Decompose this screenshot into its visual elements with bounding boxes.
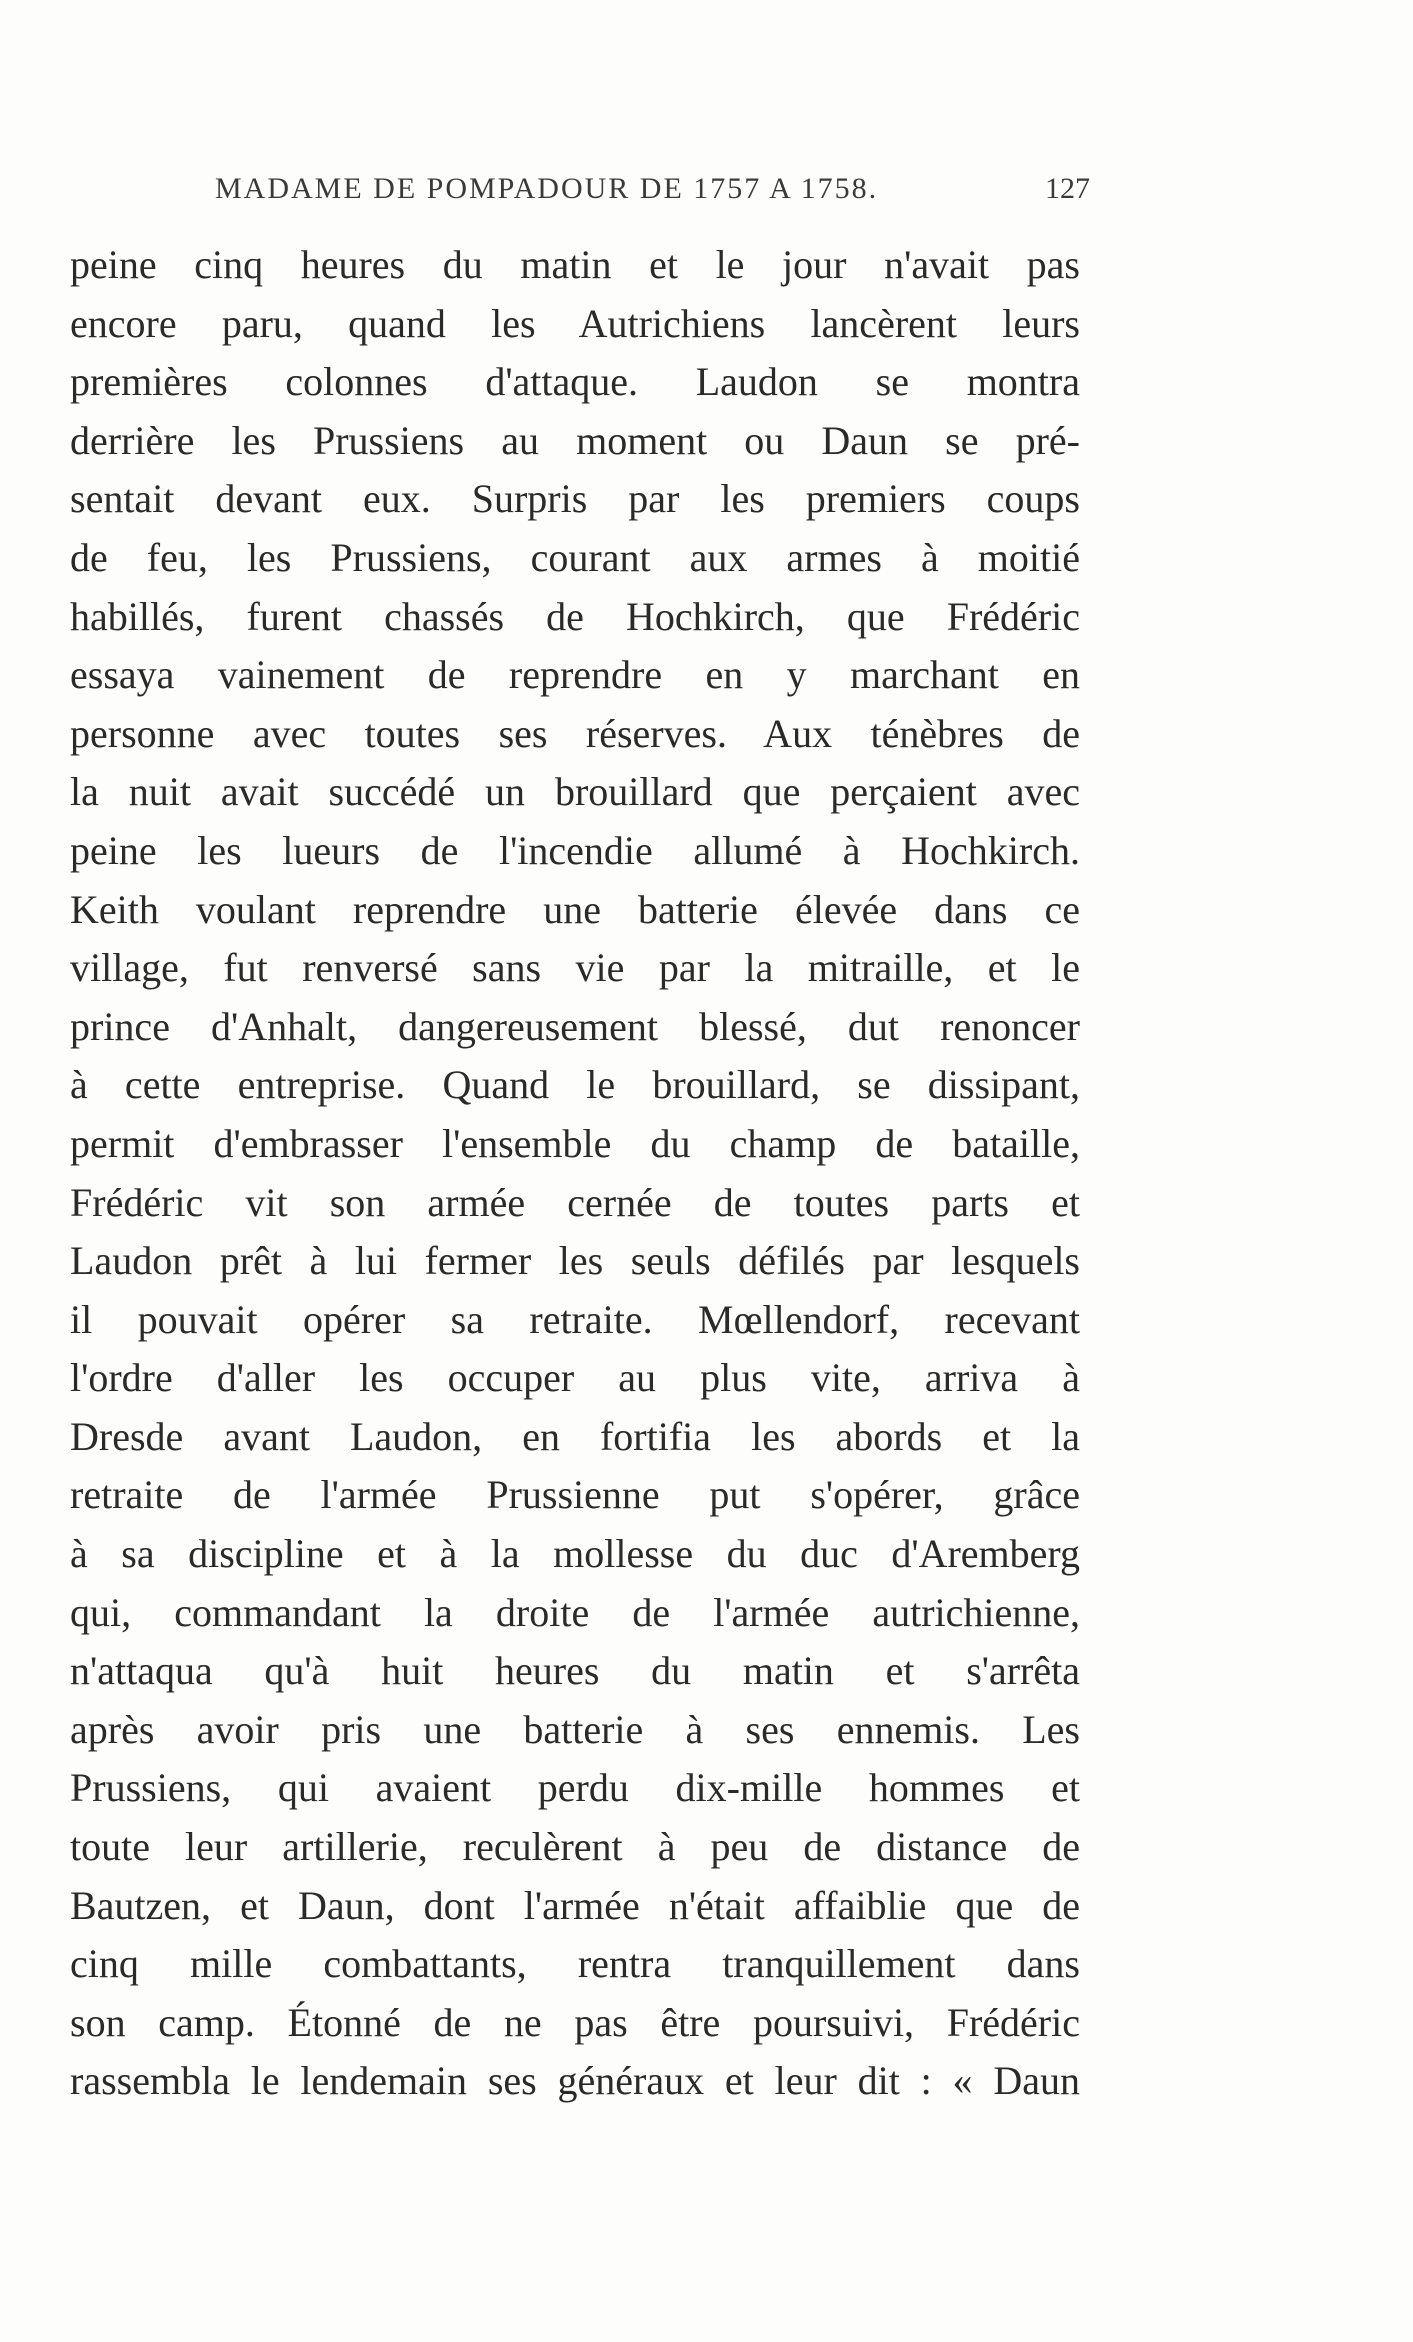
- text-line: après avoir pris une batterie à ses ennemis. Les: [70, 1706, 1080, 1752]
- text-line: derrière les Prussiens au moment ou Daun se pré-: [70, 417, 1080, 463]
- text-line: toute leur artillerie, reculèrent à peu de distance de: [70, 1824, 1080, 1870]
- running-head: [215, 172, 1090, 216]
- text-line: rassembla le lendemain ses généraux et leur dit : « Daun: [70, 2058, 1080, 2104]
- text-line: premières colonnes d'attaque. Laudon se montra: [70, 359, 1080, 405]
- text-line: encore paru, quand les Autrichiens lancèrent leurs: [70, 300, 1080, 346]
- text-line: de feu, les Prussiens, courant aux armes à moitié: [70, 534, 1080, 580]
- text-line: à cette entreprise. Quand le brouillard, se dissipant,: [70, 1062, 1080, 1108]
- text-line: essaya vainement de reprendre en y marchant en: [70, 652, 1080, 698]
- text-line: habillés, furent chassés de Hochkirch, que Frédéric: [70, 593, 1080, 639]
- running-title: MADAME DE POMPADOUR DE 1757 A 1758.: [215, 172, 879, 205]
- text-line: permit d'embrasser l'ensemble du champ de bataille,: [70, 1120, 1080, 1166]
- text-line: qui, commandant la droite de l'armée autrichienne,: [70, 1589, 1080, 1635]
- text-line: peine cinq heures du matin et le jour n'avait pas: [70, 242, 1080, 287]
- page-number: 127: [1045, 172, 1090, 205]
- text-line: personne avec toutes ses réserves. Aux ténèbres de: [70, 710, 1080, 756]
- text-line: peine les lueurs de l'incendie allumé à Hochkirch.: [70, 827, 1080, 873]
- text-line: Laudon prêt à lui fermer les seuls défilés par lesquels: [70, 1238, 1080, 1284]
- text-line: Bautzen, et Daun, dont l'armée n'était affaiblie que de: [70, 1882, 1080, 1928]
- text-line: Frédéric vit son armée cernée de toutes parts et: [70, 1179, 1080, 1225]
- text-line: cinq mille combattants, rentra tranquillement dans: [70, 1941, 1080, 1987]
- text-line: à sa discipline et à la mollesse du duc d'Aremberg: [70, 1531, 1080, 1577]
- text-line: son camp. Étonné de ne pas être poursuivi, Frédéric: [70, 1999, 1080, 2045]
- text-line: Prussiens, qui avaient perdu dix-mille hommes et: [70, 1765, 1080, 1811]
- text-line: prince d'Anhalt, dangereusement blessé, dut renoncer: [70, 1003, 1080, 1049]
- text-line: village, fut renversé sans vie par la mitraille, et le: [70, 945, 1080, 991]
- text-line: Keith voulant reprendre une batterie élevée dans ce: [70, 886, 1080, 932]
- text-line: la nuit avait succédé un brouillard que perçaient avec: [70, 769, 1080, 815]
- text-line: l'ordre d'aller les occuper au plus vite, arriva à: [70, 1355, 1080, 1401]
- text-line: retraite de l'armée Prussienne put s'opérer, grâce: [70, 1472, 1080, 1518]
- body-text: [70, 236, 1080, 2111]
- text-line: Dresde avant Laudon, en fortifia les abords et la: [70, 1413, 1080, 1459]
- text-line: il pouvait opérer sa retraite. Mœllendorf, recevant: [70, 1296, 1080, 1342]
- text-line: n'attaqua qu'à huit heures du matin et s'arrêta: [70, 1648, 1080, 1694]
- text-line: sentait devant eux. Surpris par les premiers coups: [70, 476, 1080, 522]
